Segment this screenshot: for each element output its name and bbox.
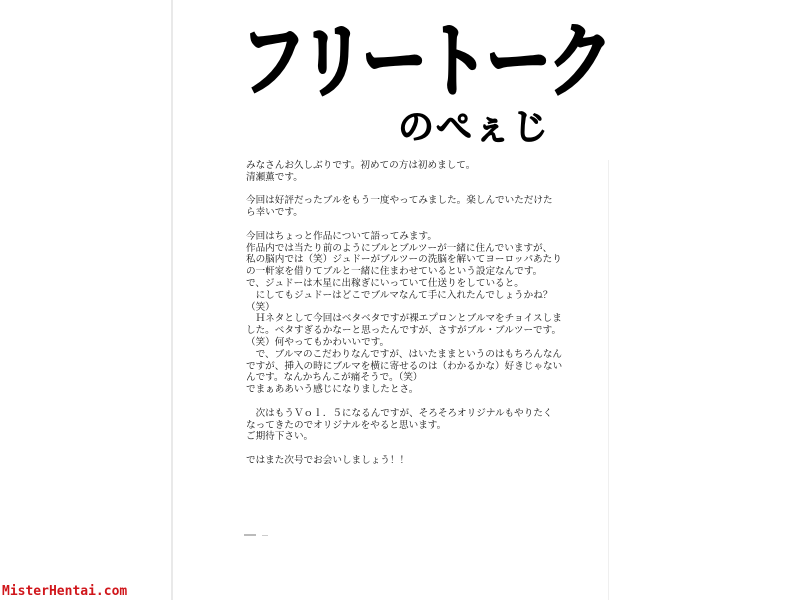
body-line: 次はもうＶｏｌ．５になるんですが、そろそろオリジナルもやりたく bbox=[246, 407, 553, 419]
page-title: フリートーク bbox=[240, 14, 610, 109]
body-line: 今回はちょっと作品について語ってみます。 bbox=[246, 230, 437, 242]
body-line: ご期待下さい。 bbox=[246, 431, 314, 443]
body-line: で、ジュドーは木星に出稼ぎにいっていて仕送りをしていると。 bbox=[246, 277, 524, 289]
body-line: んです。なんかちんこが痛そうで。（笑） bbox=[246, 372, 423, 384]
page-subtitle: のぺぇじ bbox=[398, 107, 551, 148]
body-line bbox=[246, 219, 606, 231]
body-line: 今回は好評だったブルをもう一度やってみました。楽しんでいただけた bbox=[246, 195, 553, 207]
body-line: なってきたのでオリジナルをやると思います。 bbox=[246, 419, 447, 431]
scan-artifact bbox=[262, 535, 268, 536]
page-edge-line bbox=[608, 160, 609, 600]
body-line bbox=[246, 443, 606, 455]
body-line: 作品内では当たり前のようにブルとブルツーが一緒に住んでいますが、 bbox=[246, 242, 553, 254]
body-line: （笑）何やってもかわいいです。 bbox=[246, 336, 390, 348]
body-line: で、ブルマのこだわりなんですが、はいたままというのはもちろんなん bbox=[246, 348, 563, 360]
body-line: みなさんお久しぶりです。初めての方は初めまして。 bbox=[246, 160, 476, 171]
body-line: ら幸いです。 bbox=[246, 207, 303, 219]
body-line: ですが、挿入の時にブルマを横に寄せるのは（わかるかな）好きじゃない bbox=[246, 360, 563, 372]
left-margin-blank bbox=[0, 0, 172, 600]
scan-artifact bbox=[244, 534, 256, 536]
body-line: にしてもジュドーはどこでブルマなんて手に入れたんでしょうかね？ bbox=[246, 289, 553, 301]
body-line: でまぁああいう感じになりましたとさ。 bbox=[246, 384, 419, 396]
body-line: 清瀬薫です。 bbox=[246, 171, 303, 183]
body-line bbox=[246, 184, 606, 196]
body-line: ではまた次号でお会いしましょう！！ bbox=[246, 454, 410, 466]
body-line: Ｈネタとして今回はベタベタですが裸エプロンとブルマをチョイスしま bbox=[246, 313, 562, 325]
body-line: （笑） bbox=[246, 301, 275, 313]
body-line: 私の脳内では（笑）ジュドーがブルツーの洗脳を解いてヨーロッパあたり bbox=[246, 254, 562, 266]
body-line: の一軒家を借りてブルと一緒に住まわせているという設定なんです。 bbox=[246, 266, 543, 278]
page-gutter-line bbox=[171, 0, 173, 600]
body-line: した。ベタすぎるかなーと思ったんですが、さすがブル・ブルツーです。 bbox=[246, 325, 562, 337]
site-watermark: MisterHentai.com bbox=[2, 584, 128, 599]
body-text bbox=[246, 160, 606, 467]
body-line bbox=[246, 396, 606, 408]
